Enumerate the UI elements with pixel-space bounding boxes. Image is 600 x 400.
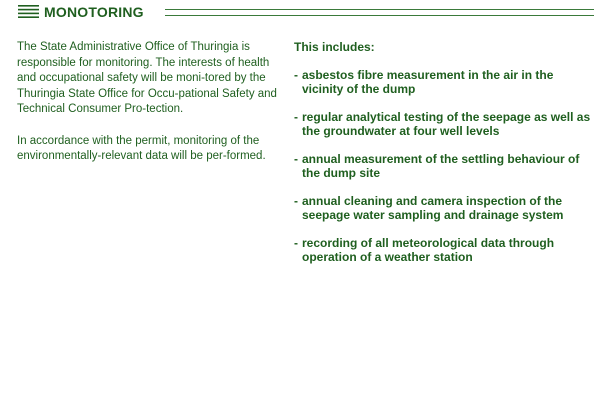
list-item bbox=[294, 194, 594, 222]
list-item-text: annual measurement of the settling behaviour of the dump site bbox=[302, 152, 580, 180]
bullet-dash: - bbox=[294, 236, 298, 250]
right-column bbox=[294, 40, 594, 278]
left-column bbox=[17, 40, 279, 165]
list-item-text: regular analytical testing of the seepage as well as the groundwater at four well levels bbox=[302, 110, 591, 138]
paragraph-permit: In accordance with the permit, monitoring of the environmentally-relevant data will be per-formed. bbox=[17, 134, 266, 162]
list-intro: This includes: bbox=[294, 40, 375, 54]
bullet-dash: - bbox=[294, 68, 298, 82]
list-item-text: recording of all meteorological data through operation of a weather station bbox=[302, 236, 555, 264]
lines-icon bbox=[18, 5, 39, 18]
list-item bbox=[294, 68, 594, 96]
bullet-dash: - bbox=[294, 194, 298, 208]
bullet-dash: - bbox=[294, 152, 298, 166]
list-item bbox=[294, 152, 594, 180]
list-item bbox=[294, 110, 594, 138]
monitoring-list bbox=[294, 68, 594, 264]
page-title: MONOTORING bbox=[44, 4, 144, 20]
list-item-text: asbestos fibre measurement in the air in the vicinity of the dump bbox=[302, 68, 554, 96]
header-divider bbox=[165, 9, 594, 16]
bullet-dash: - bbox=[294, 110, 298, 124]
list-item bbox=[294, 236, 594, 264]
section-header bbox=[18, 3, 594, 21]
paragraph-responsibility: The State Administrative Office of Thuringia is responsible for monitoring. The interests of health and occupational safety will be moni-tored by the Thuringia State Office for Occu-pational Safety and Technical Consumer Pro-tection. bbox=[17, 41, 277, 115]
list-item-text: annual cleaning and camera inspection of the seepage water sampling and drainage system bbox=[302, 194, 564, 222]
